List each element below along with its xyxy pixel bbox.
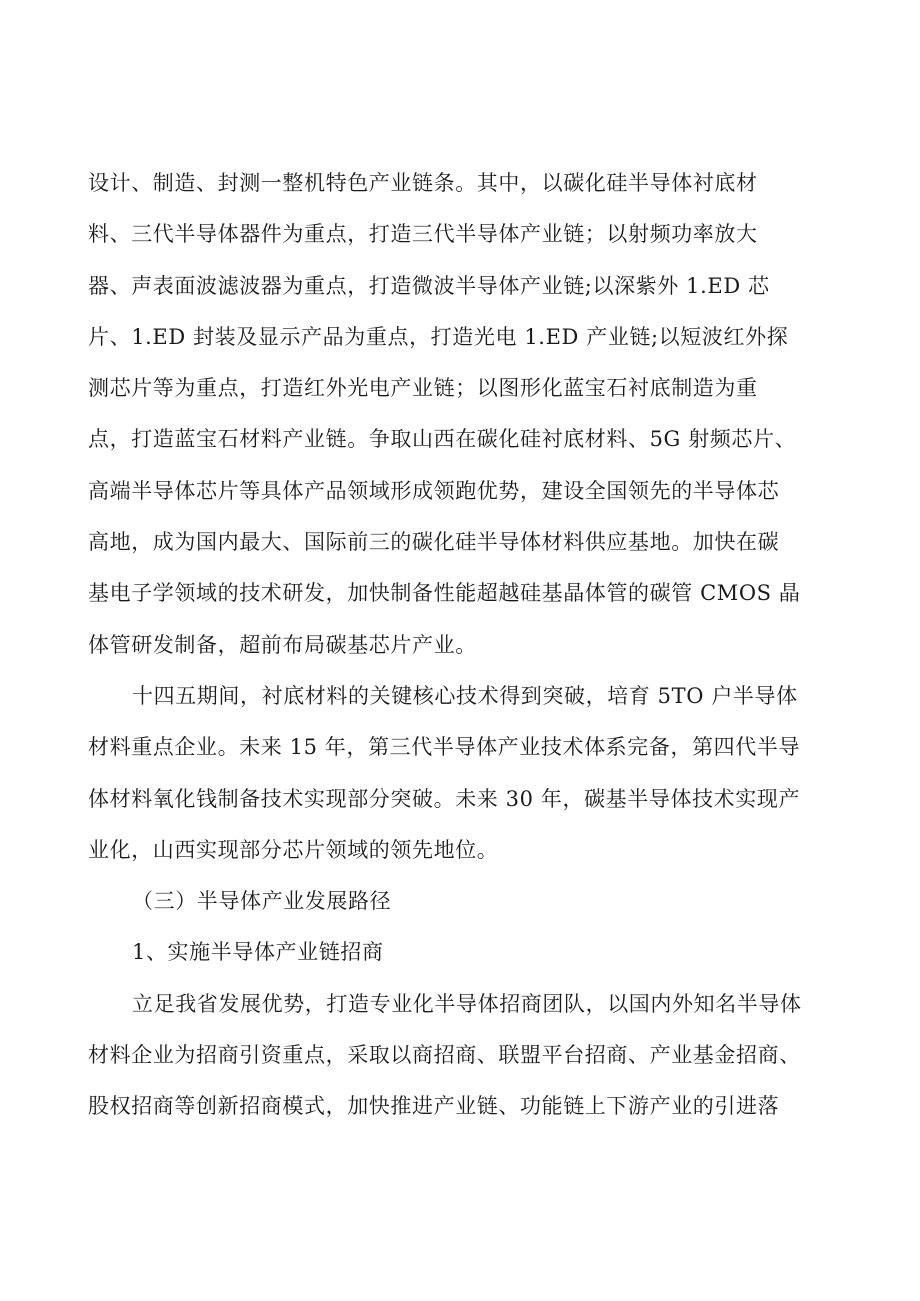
text-line: 基电子学领域的技术研发，加快制备性能超越硅基晶体管的碳管 CMOS 晶	[88, 581, 801, 606]
text-line: 十四五期间，衬底材料的关键核心技术得到突破，培育 5TO 户半导体	[132, 683, 798, 708]
subsection-heading: 1、实施半导体产业链招商	[132, 940, 384, 965]
text-line: 体管研发制备，超前布局碳基芯片产业。	[88, 632, 477, 657]
document-body	[88, 168, 858, 1143]
text-line: 材料重点企业。未来 15 年，第三代半导体产业技术体系完备，第四代半导	[88, 735, 801, 760]
paragraph-industry-chains	[88, 168, 858, 660]
paragraph-development-goals	[88, 681, 858, 865]
text-line: 立足我省发展优势，打造专业化半导体招商团队，以国内外知名半导体	[132, 991, 802, 1016]
text-line: 设计、制造、封测一整机特色产业链条。其中，以碳化硅半导体衬底材	[88, 171, 758, 195]
text-line: 高地，成为国内最大、国际前三的碳化硅半导体材料供应基地。加快在碳	[88, 530, 780, 555]
paragraph-investment-attraction	[88, 989, 858, 1122]
text-line: 股权招商等创新招商模式，加快推进产业链、功能链上下游产业的引进落	[88, 1094, 780, 1119]
text-line: 测芯片等为重点，打造红外光电产业链；以图形化蓝宝石衬底制造为重	[88, 376, 758, 401]
text-line: 料、三代半导体器件为重点，打造三代半导体产业链；以射频功率放大	[88, 222, 758, 247]
text-line: 器、声表面波滤波器为重点，打造微波半导体产业链;以深紫外 1.ED 芯	[88, 273, 770, 298]
text-line: 材料企业为招商引资重点，采取以商招商、联盟平台招商、产业基金招商、	[88, 1043, 801, 1068]
section-heading: （三）半导体产业发展路径	[132, 889, 392, 914]
text-line: 体材料氧化钱制备技术实现部分突破。未来 30 年，碳基半导体技术实现产	[88, 786, 801, 811]
text-line: 业化，山西实现部分芯片领域的领先地位。	[88, 837, 499, 862]
text-line: 片、1.ED 封装及显示产品为重点，打造光电 1.ED 产业链;以短波红外探	[88, 324, 789, 349]
text-line: 点，打造蓝宝石材料产业链。争取山西在碳化硅衬底材料、5G 射频芯片、	[88, 427, 797, 452]
text-line: 高端半导体芯片等具体产品领域形成领跑优势，建设全国领先的半导体芯	[88, 478, 780, 503]
